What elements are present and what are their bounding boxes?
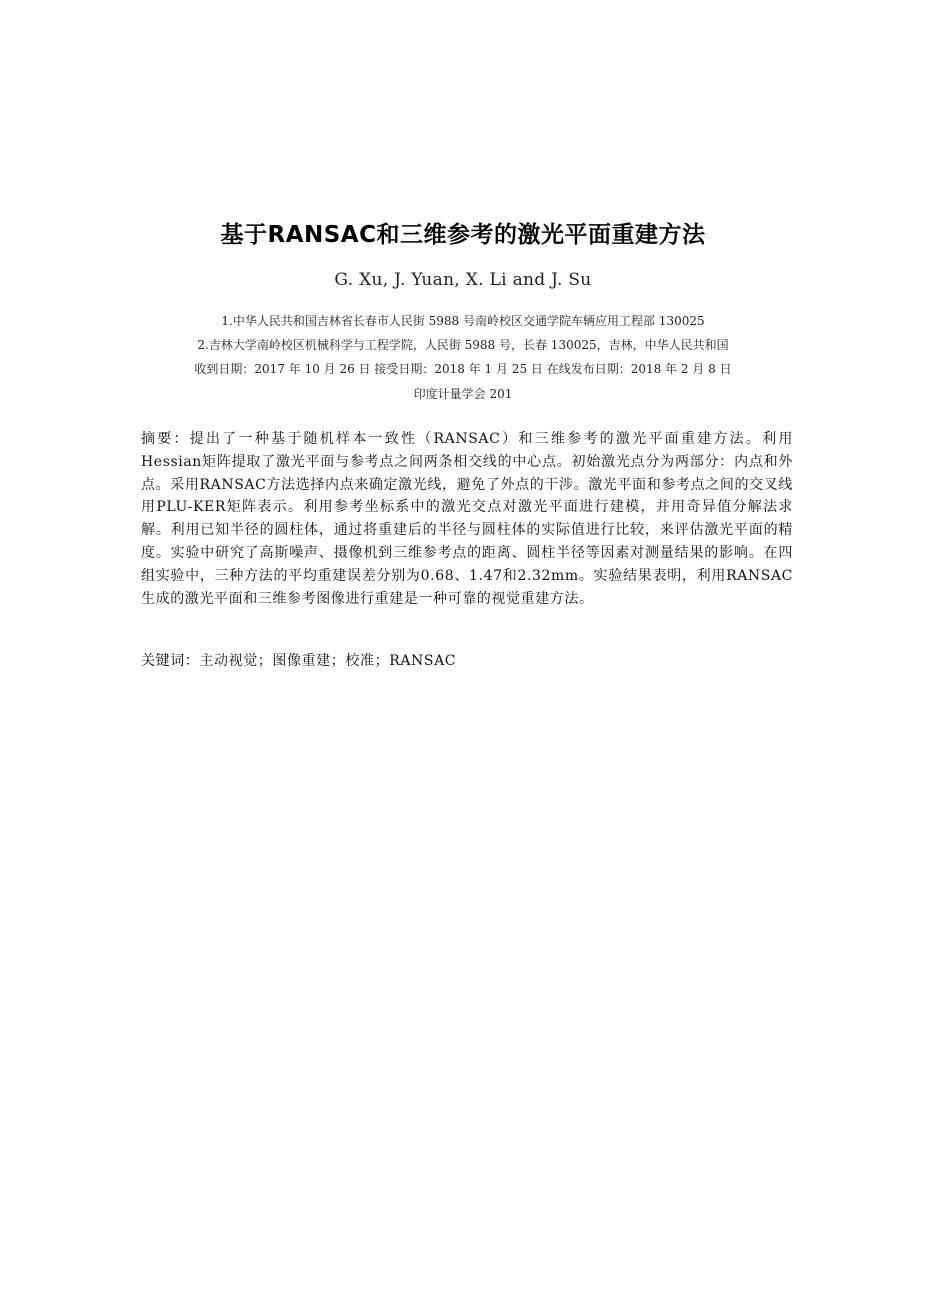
abstract	[141, 428, 793, 610]
author-list: G. Xu, J. Yuan, X. Li and J. Su	[334, 270, 592, 290]
keywords-label: 关键词：	[141, 653, 200, 669]
keywords	[141, 650, 793, 673]
keywords-text: 主动视觉；图像重建；校准；RANSAC	[199, 653, 457, 669]
paper-title: 基于RANSAC和三维参考的激光平面重建方法	[220, 222, 706, 248]
publication-dates: 收到日期：2017 年 10 月 26 日 接受日期：2018 年 1 月 25 日 在线发布日期：2018 年 2 月 8 日	[194, 362, 732, 376]
abstract-label: 摘要：	[141, 431, 190, 447]
affiliation-2: 2.吉林大学南岭校区机械科学与工程学院，人民街 5988 号，长春 130025，吉林，中华人民共和国	[197, 338, 729, 352]
affiliation-1: 1.中华人民共和国吉林省长春市人民街 5988 号南岭校区交通学院车辆应用工程部 130025	[221, 314, 705, 328]
abstract-text: 提出了一种基于随机样本一致性（RANSAC）和三维参考的激光平面重建方法。利用Hessian矩阵提取了激光平面与参考点之间两条相交线的中心点。初始激光点分为两部分：内点和外点。采用RANSAC方法选择内点来确定激光线，避免了外点的干涉。激光平面和参考点之间的交叉线用PLU-KER矩阵表示。利用参考坐标系中的激光交点对激光平面进行建模，并用奇异值分解法求解。利用已知半径的圆柱体，通过将重建后的半径与圆柱体的实际值进行比较，来评估激光平面的精度。实验中研究了高斯噪声、摄像机到三维参考点的距离、圆柱半径等因素对测量结果的影响。在四组实验中，三种方法的平均重建误差分别为0.68、1.47和2.32mm。实验结果表明，利用RANSAC生成的激光平面和三维参考图像进行重建是一种可靠的视觉重建方法。	[141, 431, 793, 607]
society-line: 印度计量学会 201	[413, 387, 513, 401]
